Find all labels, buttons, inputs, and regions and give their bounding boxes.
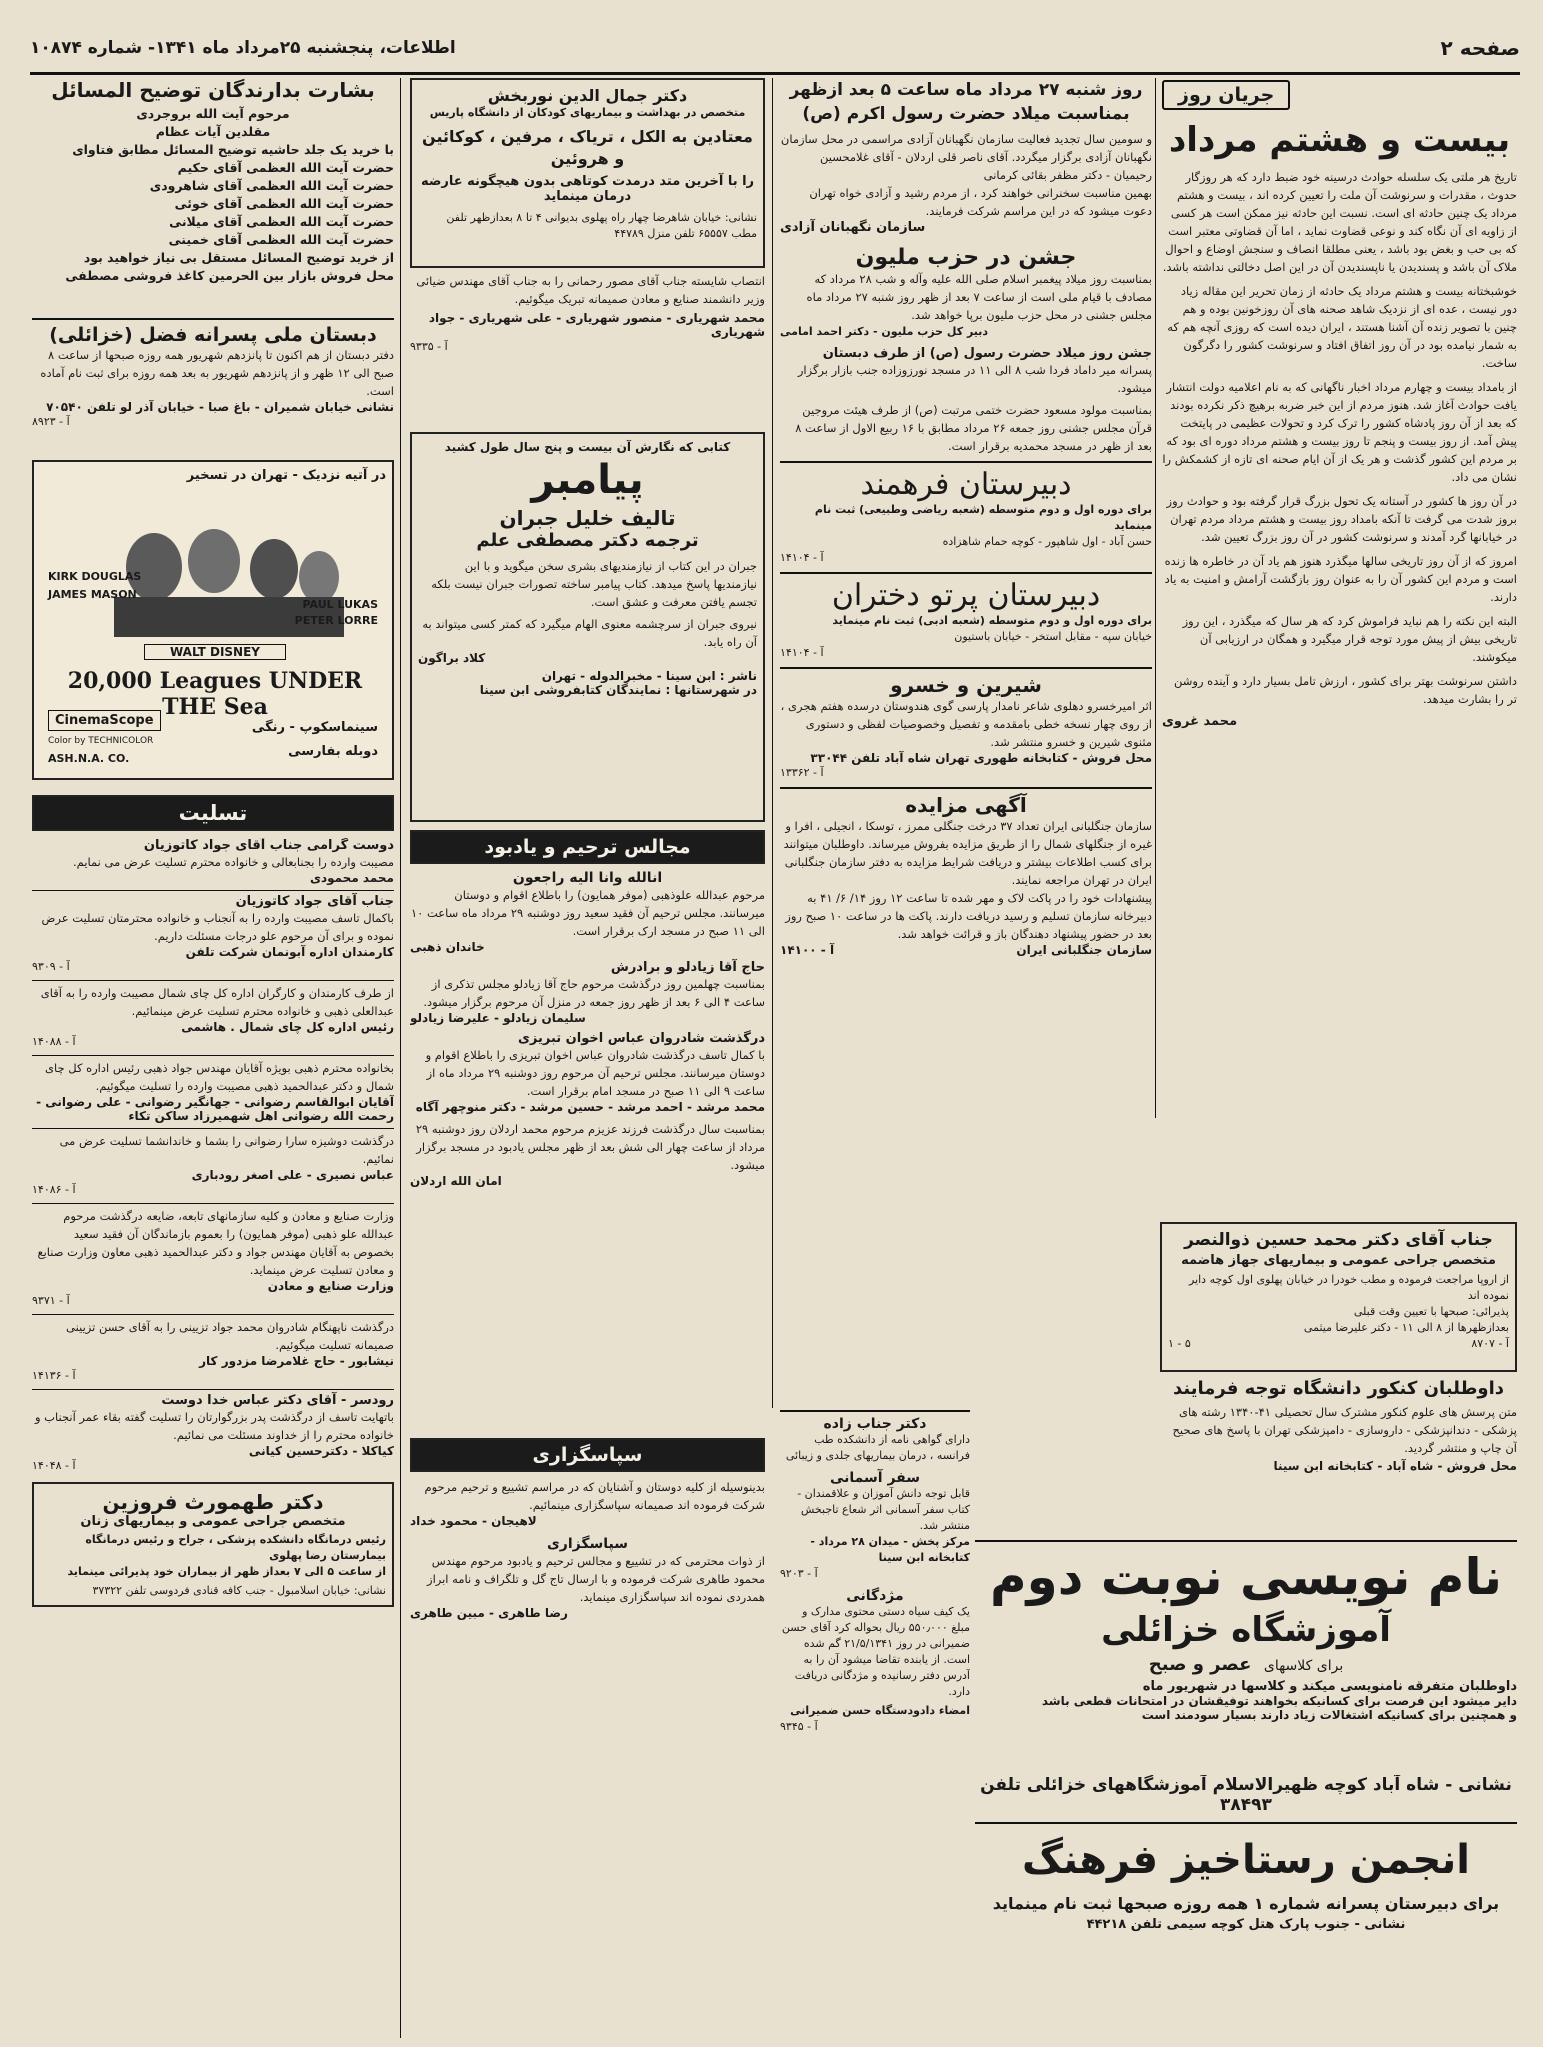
doctor-name: جناب آقای دکتر محمد حسین ذوالنصر bbox=[1184, 1230, 1493, 1250]
section-body: بمناسبت مولود مسعود حضرت ختمی مرتبت (ص) از طرف هیئت مروجین قرآن مجلس جشنی روز جمعه ۲۶ مرداد مطابق با ۱۶ ربیع الاول از ساعت ۸ بعد از ظهر در مسجد محمدیه برقرار است. bbox=[795, 403, 1152, 453]
besharat-ad bbox=[32, 78, 394, 308]
article-paragraph: تاریخ هر ملتی یک سلسله حوادث درسینه خود ضبط دارد که هر روزگار حدوث ، مقدرات و سرنوشت آن ملت را تعیین کرده اند ، بیست و هشتم مرداد یک چنین حادثه ای است. نسبت این حادثه نیز ممکن است هر کسی از زاویه ای آن نگاه کند و نوعی قضاوت نماید ، اما آن قضاوتی معتبر است که بی حب و بغض بود باشد ، یعنی مطلقا انصاف و سنجش اوضاع و احوال ملاک آن باشد و پسندیدن یا ناپسندیدن آن در این اصل دخالتی نداشته باشد. bbox=[1162, 170, 1517, 274]
doctor-address: نشانی: خیابان شاهرضا چهار راه پهلوی بدیوانی ۴ تا ۸ بعدازظهر تلفن مطب ۶۵۵۵۷ تلفن منزل ۴۴۷۸۹ bbox=[446, 211, 757, 240]
condolence-body: بخانواده محترم ذهبی بویژه آقایان مهندس جواد ذهبی رئیس اداره کل چای شمال و دکتر عبدالحمید ذهبی مصیبت وارده را تسلیت میگوئیم. bbox=[44, 1061, 394, 1093]
ad-line: حضرت آیت الله العظمی آقای خوئی bbox=[174, 196, 394, 211]
thanks-banner: سپاسگزاری bbox=[410, 1438, 765, 1472]
school-body: برای دوره اول و دوم متوسطه (شعبه ریاضی وطبیعی) ثبت نام مینماید bbox=[814, 503, 1152, 532]
doctor-service: معتادین به الکل ، تریاک ، مرفین ، کوکائین و هروئین bbox=[422, 127, 753, 168]
section-body: پسرانه میر داماد فردا شب ۸ الی ۱۱ در مسجد نورزوزاده جنب بازار برگزار میشود. bbox=[797, 363, 1152, 395]
condolence-body: مصیبت وارده را بجنابعالی و خانواده محترم تسلیت عرض می نمایم. bbox=[73, 855, 394, 869]
doctor-specialty: متخصص در بهداشت و بیماریهای کودکان از دانشگاه پاریس bbox=[429, 106, 746, 119]
ad-body: و همچنین برای کسانیکه اشتغالات زیاد دارند بسیار سودمند است bbox=[1141, 1708, 1517, 1722]
book-sale: مرکز پخش - میدان ۲۸ مرداد - کتابخانه ابن سینا bbox=[810, 1535, 970, 1564]
announcements-column bbox=[780, 78, 1152, 1408]
condolence-signature: عباس نصیری - علی اصغر رودباری bbox=[191, 1168, 394, 1182]
article-title: بیست و هشتم مرداد bbox=[1168, 120, 1511, 160]
appointment-notice bbox=[410, 272, 765, 422]
memorial-body: بمناسبت چهلمین روز درگذشت مرحوم حاج آقا زیادلو مجلس تذکری از ساعت ۴ الی ۶ بعد از ظهر روز جمعه در منزل آن مرحوم برگزار میشود. bbox=[423, 977, 765, 1009]
anjoman-ad bbox=[975, 1822, 1517, 2024]
memorial-title: انالله وانا الیه راجعون bbox=[512, 870, 663, 886]
condolence-signature: کارمندان اداره آبونمان شرکت تلفن bbox=[185, 945, 394, 959]
konkur-ad bbox=[1160, 1378, 1517, 1498]
announcement-title: روز شنبه ۲۷ مرداد ماه ساعت ۵ بعد ازظهر بمناسبت میلاد حضرت رسول اکرم (ص) bbox=[789, 80, 1143, 124]
condolence-signature: آقایان ابوالقاسم رضوانی - جهانگیر رضوانی - علی رضوانی - رحمت الله رضوانی اهل شهمیرزاد ساکن تکاء bbox=[36, 1095, 394, 1123]
school-address: نشانی خیابان شمیران - باغ صبا - خیابان آذر لو تلفن ۷۰۵۴۰ bbox=[46, 400, 394, 414]
ad-line: حضرت آیت الله العظمی آقای شاهرودی bbox=[149, 178, 394, 193]
book-quote: نیروی جبران از سرچشمه معنوی الهام میگیرد که کمتر کسی میتواند به آن راه یابد. bbox=[422, 617, 757, 649]
memorial-signature: امان الله اردلان bbox=[410, 1174, 502, 1188]
thanks-signature: لاهیجان - محمود خداد bbox=[410, 1514, 537, 1528]
thanks-title: سپاسگزاری bbox=[546, 1536, 629, 1552]
doctor-name: دکتر جمال الدین نوربخش bbox=[487, 86, 688, 105]
auction-body: پیشنهادات خود را در پاکت لاک و مهر شده تا ساعت ۱۲ روز ۱۴/ ۶/ ۴۱ به دبیرخانه سازمان تسلیم و رسید دریافت دارند. پاکت ها در ساعت ۱۰ صبح روز بعد در حضور پیشنهاد دهندگان باز و قرائت خواهد شد. bbox=[785, 891, 1152, 941]
film-distributor: ASH.N.A. CO. bbox=[48, 752, 130, 765]
column-divider bbox=[772, 78, 773, 1408]
page-header bbox=[30, 30, 1520, 75]
announcement-body: بهمین مناسبت سخنرانی خواهند کرد ، از مردم رشید و آزادی خواه تهران دعوت میشود که در این مراسم شرکت فرمایند. bbox=[809, 186, 1152, 218]
ad-line: با خرید یک جلد حاشیه توضیح المسائل مطابق فتاوای bbox=[72, 142, 394, 157]
book-publisher: ناشر : ابن سینا - مخبرالدوله - تهران bbox=[541, 669, 757, 683]
notice-body: انتصاب شایسته جناب آقای مصور رحمانی را به جناب آقای مهندس ضیائی وزیر دانشمند صنایع و معادن صمیمانه تبریک میگوئیم. bbox=[416, 274, 765, 306]
section-body: بمناسبت روز میلاد پیغمبر اسلام صلی الله علیه وآله و شب ۲۸ مرداد که مصادف با قیام ملی است از ساعت ۷ بعد از ظهر روز شنبه ۲۷ مرداد ماه مجلس جشنی در محل حزب ملیون برپا خواهد شد. bbox=[806, 272, 1152, 322]
doctor-hours: بعدازظهرها از ۸ الی ۱۱ - دکتر علیرضا میثمی bbox=[1303, 1321, 1509, 1334]
condolence-body: درگذشت دوشیزه سارا رضوانی را بشما و خاندانشما تسلیت عرض می نمائیم. bbox=[59, 1134, 394, 1166]
book-author: تالیف خلیل جبران bbox=[499, 506, 676, 530]
ad-line: محل فروش بازار بین الحرمین کاغذ فروشی مصطفی bbox=[65, 268, 394, 283]
doctor-address: نشانی: خیابان اسلامبول - جنب کافه قنادی فردوسی تلفن ۳۷۳۲۲ bbox=[92, 1584, 386, 1597]
school-title: دبیرستان پرتو دختران bbox=[831, 578, 1101, 613]
article-paragraph: امروز که از آن روز تاریخی سالها میگذرد هنوز هم یاد آن در خاطره ها زنده است و مردم این کشور آن را به عنوان روز بازگشت آرامش و امنیت به یاد دارند. bbox=[1164, 554, 1517, 604]
book-title: سفر آسمانی bbox=[829, 1470, 921, 1486]
konkur-sale: محل فروش - شاه آباد - کتابخانه ابن سینا bbox=[1273, 1459, 1517, 1473]
ad-code: آ - ۹۳۳۵ bbox=[410, 340, 448, 353]
ad-code: آ - ۹۳۰۹ bbox=[32, 960, 70, 973]
column-badge: جریان روز bbox=[1162, 80, 1290, 110]
small-ads-column bbox=[780, 1410, 970, 1936]
condolence-body: وزارت صنایع و معادن و کلیه سازمانهای تابعه، ضایعه درگذشت مرحوم عبدالله علو ذهبی (موفر همایون) را بعموم بازماندگان آن فقید سعید بخصوص به آقایان مهندس جواد و دکتر عبدالحمید ذهبی معاون وزارت صنایع و معادن تسلیت عرض مینماید. bbox=[37, 1209, 394, 1277]
thanks-signature: رضا طاهری - مبین طاهری bbox=[410, 1606, 568, 1620]
memorial-title: حاج آقا زیادلو و برادرش bbox=[610, 960, 765, 975]
doctor-hours: پذیرائی: صبحها با تعیین وقت قبلی bbox=[1353, 1305, 1509, 1318]
book-kicker: کتابی که نگارش آن بیست و پنج سال طول کشید bbox=[444, 440, 731, 454]
ad-classes-times: عصر و صبح bbox=[1148, 1654, 1252, 1675]
memorial-body: بمناسبت سال درگذشت فرزند عزیزم مرحوم محمد اردلان روز دوشنبه ۲۹ مرداد از ساعت چهار الی شش بعد از ظهر مجلس یادبود در مسجد برگزار میشود. bbox=[415, 1122, 765, 1172]
film-star: PETER LORRE bbox=[294, 614, 378, 627]
doctor-body: دارای گواهی نامه از دانشکده طب فرانسه ، درمان بیماریهای جلدی و زیبائی bbox=[785, 1433, 970, 1462]
condolence-body: درگذشت ناپهنگام شادروان محمد جواد تزیینی را به آقای حسن تزیینی صمیمانه تسلیت میگوئیم. bbox=[66, 1320, 394, 1352]
condolence-signature: نیشابور - حاج غلامرضا مزدور کار bbox=[199, 1354, 394, 1368]
memorial-body: با کمال تاسف درگذشت شادروان عباس اخوان تبریزی را باطلاع اقوام و دوستان میرسانند. مجلس ترحیم آن مرحوم روز دوشنبه ۲۹ مرداد ماه از ساعت ۹ الی ۱۱ صبح در مسجد امام برقرار است. bbox=[425, 1048, 765, 1098]
book-body: اثر امیرخسرو دهلوی شاعر نامدار پارسی گوی هندوستان درسده هفتم هجری ، از روی چهار نسخه خطی بامقدمه و تفصیل وخصوصیات لفظی و دستوری مثنوی شیرین و خسرو منتشر شد. bbox=[780, 699, 1152, 749]
ad-line: از خرید توضیح المسائل مستقل بی نیاز خواهید بود bbox=[83, 250, 394, 265]
memorial-signature: سلیمان زیادلو - علیرضا زیادلو bbox=[410, 1011, 586, 1025]
article-paragraph: در آن روز ها کشور در آستانه یک تحول بزرگ قرار گرفته بود و حوادث روز بروز شدت می گرفت تا آنکه بامداد روز بیست و هشتم مرداد مردم تهران در خیابانها گرد آمدند و سرنوشت کشور در آن روز بزرگ تعیین شد. bbox=[1166, 494, 1517, 544]
ad-code: آ - ۱۴۱۰۴ bbox=[780, 646, 824, 659]
reward-title: مژدگانی bbox=[846, 1588, 904, 1604]
ad-code: آ - ۱۳۳۶۲ bbox=[780, 766, 824, 779]
doctor-hours: از ساعت ۵ الی ۷ بعداز ظهر از بیماران خود پذیرائی مینماید bbox=[67, 1565, 386, 1578]
ad-headline: نام نویسی نوبت دوم bbox=[990, 1548, 1502, 1606]
ad-code: آ - ۱۴۱۰۴ bbox=[780, 551, 824, 564]
ad-address: نشانی - شاه آباد کوچه ظهیرالاسلام آموزشگاههای خزائلی تلفن ۳۸۴۹۳ bbox=[980, 1775, 1512, 1815]
ad-code: آ - ۱۴۱۰۰ bbox=[780, 943, 835, 957]
ad-line: حضرت آیت الله العظمی آقای خمینی bbox=[168, 232, 394, 247]
doctor-text: رئیس درمانگاه دانشکده پزشکی ، جراح و رئیس درمانگاه بیمارستان رضا پهلوی bbox=[85, 1533, 386, 1562]
school-address: حسن آباد - اول شاهپور - کوچه حمام شاهزاده bbox=[942, 535, 1152, 548]
doctor-text: از اروپا مراجعت فرموده و مطب خودرا در خیابان پهلوی اول کوچه دایر نموده اند bbox=[1189, 1273, 1509, 1302]
doctor-line: را با آخرین متد درمدت کوتاهی بدون هیچگونه عارضه درمان مینماید bbox=[420, 174, 755, 204]
announcement-signature: سازمان نگهبانان آزادی bbox=[780, 220, 926, 235]
ad-code: آ - ۱۴۰۸۶ bbox=[32, 1183, 76, 1196]
konkur-body: متن پرسش های علوم کنکور مشترک سال تحصیلی ۴۱-۱۳۴۰ رشته های پزشکی - دندانپزشکی - داروسازی - دامپزشکی تهران با پاسخ های صحیح آن چاپ و منتشر گردید. bbox=[1172, 1405, 1517, 1455]
memorial-title: درگذشت شادروان عباس اخوان تبریزی bbox=[517, 1031, 765, 1046]
film-ad bbox=[32, 460, 394, 780]
school-title: دبستان ملی پسرانه فضل (خزائلی) bbox=[49, 324, 377, 346]
dabestan-ad bbox=[32, 318, 394, 454]
film-dubbing: دوبله بفارسی bbox=[288, 744, 378, 759]
film-title: 20,000 Leagues UNDER THE Sea bbox=[67, 668, 363, 720]
condolence-signature: کیاکلا - دکترحسین کیانی bbox=[248, 1444, 394, 1458]
school-title: دبیرستان فرهمند bbox=[860, 467, 1072, 502]
film-star: KIRK DOUGLAS bbox=[48, 570, 142, 583]
ad-school-name: آموزشگاه خزائلی bbox=[1101, 1610, 1391, 1650]
book-body: قابل توجه دانش آموزان و علاقمندان - کتاب سفر آسمانی اثر شعاع تاجبخش منتشر شد. bbox=[797, 1487, 970, 1532]
film-star: JAMES MASON bbox=[48, 588, 137, 601]
ad-code: آ - ۸۷۰۷ bbox=[1471, 1337, 1509, 1350]
book-publisher: در شهرستانها : نمایندگان کتابفروشی ابن سینا bbox=[479, 683, 757, 697]
ad-headline: انجمن رستاخیز فرهنگ bbox=[1021, 1837, 1471, 1883]
column-divider bbox=[400, 78, 401, 2038]
reward-body: یک کیف سیاه دستی محتوی مدارک و مبلغ ۵۵۰٫۰۰۰ ریال بحواله کرد آقای حسن ضمیرانی در روز ۲۱/۵/۱۳۴۱ گم شده است. از یابنده تقاضا میشود آن را به آدرس دفتر رسانیده و مژدگانی دریافت دارد. bbox=[781, 1605, 970, 1698]
film-format-fa: سینماسکوپ - رنگی bbox=[251, 720, 378, 735]
ad-code: آ - ۸۹۲۳ bbox=[32, 415, 70, 428]
auction-signature: سازمان جنگلبانی ایران bbox=[1016, 943, 1152, 957]
school-address: خیابان سپه - مقابل استخر - خیابان باستیون bbox=[954, 630, 1152, 643]
thanks-body: بدینوسیله از کلیه دوستان و آشنایان که در مراسم تشییع و ترحیم مرحوم شرکت فرموده اند صمیمانه سپاسگزاری مینمائیم. bbox=[424, 1480, 765, 1512]
doctor-ad bbox=[1160, 1222, 1517, 1372]
section-signature: دبیر کل حزب ملیون - دکتر احمد امامی bbox=[780, 325, 989, 338]
thanks-body: از ذوات محترمی که در تشییع و مجالس ترحیم و یادبود مرحوم مهندس محمود طاهری شرکت فرموده و با ارسال تاج گل و تلگراف و نامه ابراز همدردی نموده اند سپاسگزاری مینماید. bbox=[427, 1554, 765, 1604]
reward-signature: امضاء دادودستگاه حسن ضمیرانی bbox=[790, 1704, 970, 1717]
doctor-specialty: متخصص جراحی عمومی و بیماریهای جهاز هاضمه bbox=[1181, 1253, 1496, 1268]
auction-body: سازمان جنگلبانی ایران تعداد ۳۷ درخت جنگلی ممرز ، توسکا ، انجیلی ، افرا و غیره از جنگلهای شمال را از طریق مزایده بفروش میرساند. داوطلبان میتوانند برای کسب اطلاعات بیشتر و دریافت شرایط مزایده به دفتر سازمان جنگلبانی ایران در تهران مراجعه نمایند. bbox=[783, 819, 1152, 887]
ad-code: آ - ۱۴۰۴۸ bbox=[32, 1459, 76, 1472]
ad-line: حضرت آیت الله العظمی آقای حکیم bbox=[177, 160, 394, 175]
doctor-name: دکتر طهمورث فروزین bbox=[102, 1490, 324, 1514]
book-translator: ترجمه دکتر مصطفی علم bbox=[476, 530, 699, 551]
section-title: جشن در حزب ملیون bbox=[855, 245, 1077, 270]
condolence-banner: تسلیت bbox=[32, 795, 394, 831]
film-format: CinemaScope bbox=[48, 710, 161, 731]
ad-code: آ - ۹۳۴۵ bbox=[780, 1720, 818, 1733]
condolence-body: باکمال تاسف مصیبت وارده را به آنجناب و خانواده محترمتان تسلیت عرض نموده و برای آن مرحوم علو درجات مسئلت داریم. bbox=[41, 911, 394, 943]
article-paragraph: خوشبختانه بیست و هشتم مرداد یک حادثه از زمان تحریر این مقاله زیاد دور نیست ، عده ای از نزدیک شاهد صحنه های آن روزخونین بوده و هم چنین با تصویر زنده آن آشنا هستند ، ایران دیده است که روزی آنچه هم که به شمار نیامده بود در آن روز اتفاق افتاد و سرنوشت کشور را دگرگون ساخت. bbox=[1167, 284, 1517, 370]
film-star: PAUL LUKAS bbox=[302, 598, 378, 611]
book-sale: محل فروش - کتابخانه طهوری تهران شاه آباد تلفن ۳۳۰۴۴ bbox=[810, 751, 1152, 765]
ad-body: دایر میشود این فرصت برای کسانیکه بخواهند توفیقشان در امتحانات قطعی باشد bbox=[1041, 1694, 1517, 1708]
memorial-notices bbox=[410, 870, 765, 1430]
article-paragraph: داشتن سرنوشت بهتر برای کشور ، ارزش تامل بسیار دارد و آینده روشن تر را بشارت میدهد. bbox=[1174, 674, 1517, 706]
ad-address: نشانی - جنوب پارک هتل کوچه سیمی تلفن ۴۴۲۱۸ bbox=[1086, 1917, 1406, 1932]
ad-code: ۵ - ۱ bbox=[1168, 1337, 1191, 1350]
doctor-name: دکتر جناب زاده bbox=[823, 1416, 927, 1432]
article-paragraph: البته این نکته را هم نباید فراموش کرد که هر سال که میگذرد ، این روز تاریخی بیش از پیش مورد توجه قرار میگیرد و همگان در ارزیابی آن میکوشند. bbox=[1182, 614, 1517, 664]
ad-code: آ - ۹۲۰۳ bbox=[780, 1567, 818, 1580]
book-body: جبران در این کتاب از نیازمندیهای بشری سخن میگوید و با این نیازمندیها پاسخ میدهد. کتاب پیامبر ساخته تصورات جبران نیست بلکه تجسم یافتن معرفت و عشق است. bbox=[431, 559, 757, 609]
notice-signature: محمد شهریاری - منصور شهریاری - علی شهریاری - جواد شهریاری bbox=[428, 311, 765, 339]
school-body: دفتر دبستان از هم اکنون تا پانزدهم شهریور همه روزه صبحها از ساعت ۸ صبح الی ۱۲ ظهر و از پانزدهم شهریور به بعد همه روزه برای ثبت نام آماده است. bbox=[40, 348, 394, 398]
ad-code: آ - ۹۳۷۱ bbox=[32, 1294, 70, 1307]
condolence-signature: رئیس اداره کل چای شمال . هاشمی bbox=[181, 1020, 394, 1034]
ad-line: مقلدین آیات عظام bbox=[155, 124, 271, 139]
section-title: جشن روز میلاد حضرت رسول (ص) از طرف دبستان bbox=[822, 346, 1152, 361]
announcement-body: و سومین سال تجدید فعالیت سازمان نگهبانان آزادی مراسمی در محل سازمان نگهبانان آزادی برگزار میگردد. آقای ناصر قلی اردلان - آقای غلامحسین رحیمیان - دکتر مظفر بقائی کرمانی bbox=[780, 132, 1152, 182]
book-title: پیامبر bbox=[531, 457, 644, 503]
khazaeli-address bbox=[975, 1775, 1517, 1815]
thanks-notices bbox=[410, 1478, 765, 1998]
film-kicker: در آتیه نزدیک - تهران در تسخیر bbox=[186, 468, 386, 483]
memorial-signature: محمد مرشد - احمد مرشد - حسین مرشد - دکتر منوچهر آگاه bbox=[415, 1100, 765, 1114]
daily-column bbox=[1162, 78, 1517, 1218]
book-title: شیرین و خسرو bbox=[890, 673, 1042, 697]
memorial-body: مرحوم عبدالله علوذهبی (موفر همایون) را باطلاع اقوام و دوستان میرسانند. مجلس ترحیم آن فقید سعید روز دوشنبه ۲۹ مرداد ماه ساعت ۱۰ الی ۱۱ صبح در مسجد ارک برقرار است. bbox=[410, 888, 765, 938]
issue-info: اطلاعات، پنجشنبه ۲۵مرداد ماه ۱۳۴۱- شماره ۱۰۸۷۴ bbox=[30, 38, 456, 58]
film-color-credit: Color by TECHNICOLOR bbox=[48, 736, 154, 746]
condolence-title: دوست گرامی جناب آقای جواد کاتوزیان bbox=[143, 838, 394, 853]
condolence-body: از طرف کارمندان و کارگران اداره کل چای شمال مصیبت وارده را به آقای عبدالعلی ذهبی و خانواده محترم تسلیت عرض مینمائیم. bbox=[40, 986, 394, 1018]
condolence-title: جناب آقای جواد کاتوزیان bbox=[235, 894, 394, 909]
nurbakhsh-ad bbox=[410, 78, 765, 268]
ad-code: آ - ۱۴۰۸۸ bbox=[32, 1035, 76, 1048]
ad-body: برای دبیرستان پسرانه شماره ۱ همه روزه صبحها ثبت نام مینماید bbox=[992, 1894, 1500, 1913]
konkur-title: داوطلبان کنکور دانشگاه توجه فرمایند bbox=[1172, 1378, 1505, 1399]
article-paragraph: از بامداد بیست و چهارم مرداد اخبار ناگهانی که به نام اعلامیه دولت انتشار یافت حوادث آغاز شد. هنوز مردم از این خبر ضربه برهیچ ذکر نکرده بودند که بعد از آن روز پادشاه کشور را ترک کرد و تحولات عظیمی در پایتخت پیش آمد. از روز بیست و پنجم تا روز بیست و هشتم مرداد دوره ای بود که بر مردم این کشور گذشت و هر یک از آن ایام صحنه ای تازه از کشمکش را نشان می داد. bbox=[1162, 380, 1517, 484]
ad-body: داوطلبان متفرقه نامنویسی میکند و کلاسها در شهریور ماه bbox=[1142, 1679, 1517, 1694]
condolence-notices bbox=[32, 838, 394, 2008]
ad-classes-label: برای کلاسهای bbox=[1263, 1658, 1344, 1674]
memorial-banner: مجالس ترحیم و یادبود bbox=[410, 830, 765, 864]
condolence-signature: محمد محمودی bbox=[309, 871, 394, 885]
condolence-title: رودسر - آقای دکتر عباس خدا دوست bbox=[161, 1393, 394, 1408]
condolence-signature: وزارت صنایع و معادن bbox=[267, 1279, 394, 1293]
film-studio: WALT DISNEY bbox=[144, 644, 286, 660]
book-quote-author: کلاد براگون bbox=[418, 651, 486, 665]
ad-title: بشارت بدارندگان توضیح المسائل bbox=[51, 78, 375, 102]
ad-line: مرحوم آیت الله بروجردی bbox=[136, 106, 290, 121]
article-signature: محمد غروی bbox=[1162, 714, 1238, 729]
column-divider bbox=[1155, 78, 1156, 1118]
ad-line: حضرت آیت الله العظمی آقای میلانی bbox=[169, 214, 394, 229]
memorial-signature: خاندان ذهبی bbox=[410, 940, 485, 954]
school-body: برای دوره اول و دوم متوسطه (شعبه ادبی) ثبت نام مینماید bbox=[832, 614, 1152, 627]
khazaeli-ad bbox=[975, 1540, 1517, 1772]
page-number: صفحه ۲ bbox=[1440, 36, 1520, 60]
ad-code: آ - ۱۴۱۳۶ bbox=[32, 1369, 76, 1382]
payambar-book-ad bbox=[410, 432, 765, 822]
condolence-body: باتهایت تاسف از درگذشت پدر بزرگوارتان را تسلیت گفته بقاء عمر آنجناب و خانواده محترم را از خداوند مسئلت می نمائیم. bbox=[34, 1410, 394, 1442]
auction-title: آگهی مزایده bbox=[905, 793, 1027, 817]
doctor-specialty: متخصص جراحی عمومی و بیماریهای زنان bbox=[80, 1514, 346, 1529]
